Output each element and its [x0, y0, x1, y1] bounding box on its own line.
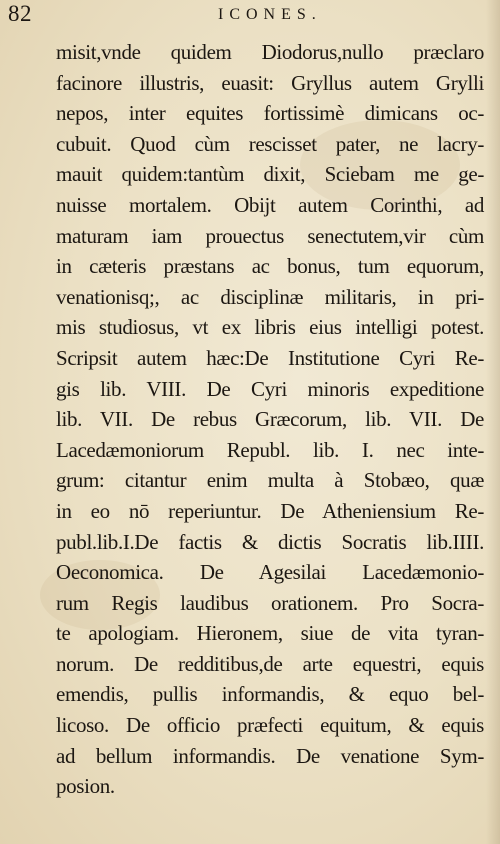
text-line: grum: citantur enim multa à Stobæo, quæ [56, 468, 484, 493]
show-through-text [272, 790, 472, 804]
page-number: 82 [8, 1, 32, 26]
text-line: Oeconomica. De Agesilai Lacedæmonio- [56, 560, 484, 585]
body-text [56, 37, 484, 802]
text-line: emendis, pullis informandis, & equo bel- [56, 682, 484, 707]
text-line: Scripsit autem hæc:De Institutione Cyri Re- [56, 345, 484, 370]
text-line: lib. VII. De rebus Græcorum, lib. VII. De [56, 407, 484, 432]
text-line: cubuit. Quod cùm rescisset pater, ne lacry- [56, 131, 484, 156]
text-line: licoso. De officio præfecti equitum, & equis [56, 713, 484, 738]
text-line: ad bellum informandis. De venatione Sym- [56, 743, 484, 768]
text-line: te apologiam. Hieronem, siue de vita tyran- [56, 621, 484, 646]
text-line: publ.lib.I.De factis & dictis Socratis lib.IIII. [56, 529, 484, 554]
text-line: facinore illustris, euasit: Gryllus autem Grylli [56, 70, 484, 95]
text-line: venationisq;, ac disciplinæ militaris, in pri- [56, 284, 484, 309]
text-line: maturam iam prouectus senectutem,vir cùm [56, 223, 484, 248]
text-line: mauit quidem:tantùm dixit, Sciebam me ge- [56, 162, 484, 187]
text-line: gis lib. VIII. De Cyri minoris expeditione [56, 376, 484, 401]
text-line: Lacedæmoniorum Republ. lib. I. nec inte- [56, 437, 484, 462]
text-line: posion. [56, 774, 115, 799]
text-line: misit,vnde quidem Diodorus,nullo præclaro [56, 40, 484, 64]
text-line: in cæteris præstans ac bonus, tum equorum, [56, 254, 484, 279]
text-line: nuisse mortalem. Obijt autem Corinthi, ad [56, 192, 484, 217]
text-line: in eo nō reperiuntur. De Atheniensium Re- [56, 498, 484, 523]
text-line: mis studiosus, vt ex libris eius intelligi potest. [56, 315, 484, 340]
text-line: nepos, inter equites fortissimè dimicans oc- [56, 101, 484, 126]
text-line: rum Regis laudibus orationem. Pro Socra- [56, 590, 484, 615]
page-header [0, 2, 500, 26]
page-edge-shadow [486, 0, 500, 844]
text-line: norum. De redditibus,de arte equestri, equis [56, 651, 484, 676]
running-head: ICONES. [218, 6, 322, 23]
